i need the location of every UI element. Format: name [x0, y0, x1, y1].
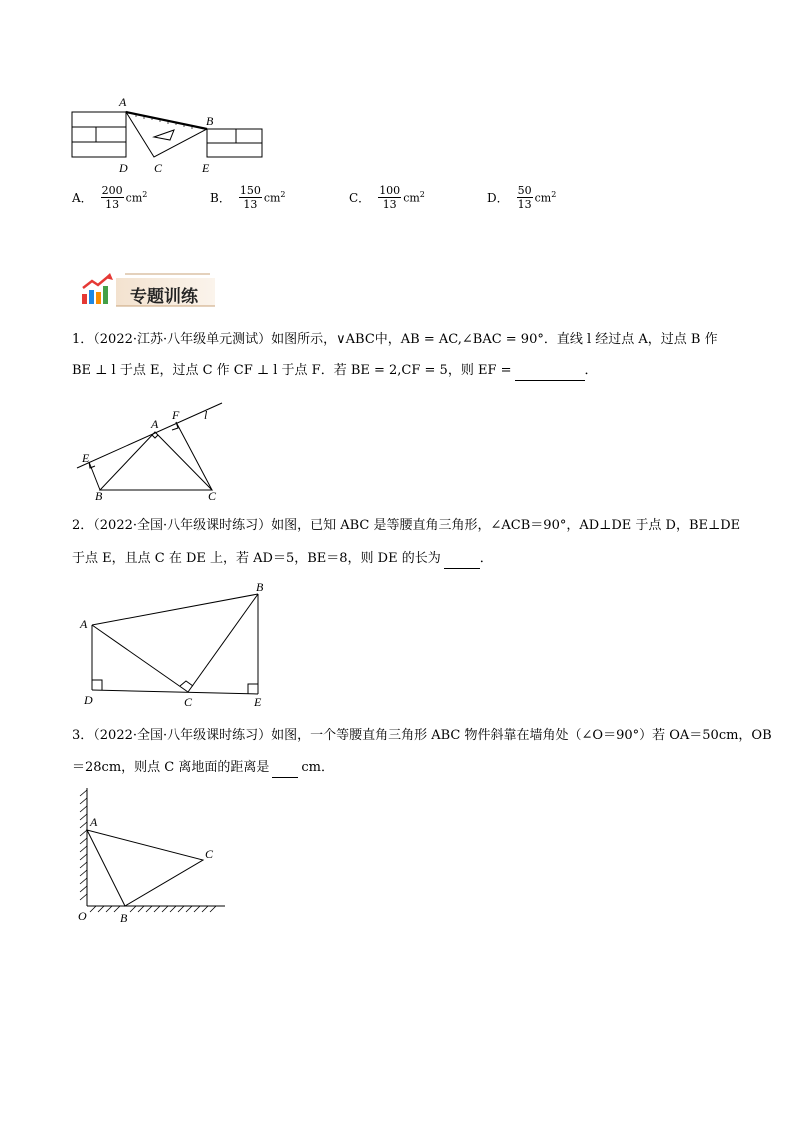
option-c-fraction: [378, 184, 401, 211]
left-wall: [72, 112, 126, 157]
q3-label-b: B: [120, 911, 128, 925]
q3-line2-end: cm．: [301, 760, 334, 775]
q1-line2: [72, 361, 598, 381]
q3-figure: [70, 786, 235, 926]
q1-figure: [72, 398, 232, 502]
option-c-num: 100: [379, 184, 401, 197]
option-d-fraction: [517, 184, 533, 211]
label-d: D: [119, 161, 128, 175]
option-d-exp: 2: [551, 190, 557, 200]
q1-answer-blank[interactable]: [515, 366, 585, 381]
option-b-num: 150: [239, 184, 261, 197]
option-a-letter: A．: [72, 191, 93, 205]
option-d-num: 50: [517, 184, 532, 197]
option-c-unit-text: cm: [403, 191, 420, 205]
line-l: [77, 403, 222, 468]
q3-label-c: C: [205, 847, 214, 861]
option-b-den: 13: [243, 198, 258, 211]
q1-line1: 1．（2022·江苏·八年级单元测试）如图所示，∨ABC中，AB = AC,∠BAC = 90°．直线 l 经过点 A，过点 B 作: [72, 332, 718, 347]
q2-label-b: B: [256, 580, 264, 594]
q3-line2-text: ＝28cm，则点 C 离地面的距离是: [72, 760, 270, 775]
q1-label-e: E: [82, 451, 90, 465]
q2-label-e: E: [254, 695, 262, 709]
option-c-exp: 2: [419, 190, 425, 200]
label-c: C: [154, 161, 163, 175]
q2-figure: [78, 580, 278, 710]
triangle-ruler: [126, 112, 207, 157]
option-b[interactable]: [210, 184, 286, 211]
option-c[interactable]: [349, 184, 425, 211]
option-d-unit: [535, 190, 557, 205]
triangle-abc: [87, 830, 203, 906]
chart-icon: [82, 273, 113, 304]
option-d-den: 13: [517, 198, 532, 211]
option-a-unit: [126, 190, 148, 205]
q1-label-f: F: [172, 408, 180, 422]
option-a-num: 200: [101, 184, 123, 197]
label-e: E: [202, 161, 210, 175]
q3-answer-blank[interactable]: [272, 763, 298, 778]
option-a-unit-text: cm: [125, 191, 143, 205]
q3-label-a: A: [90, 815, 98, 829]
option-a-exp: 2: [142, 190, 148, 200]
q2-line2-text: 于点 E，且点 C 在 DE 上，若 AD＝5，BE＝8，则 DE 的长为: [72, 551, 441, 566]
option-a-fraction: [101, 184, 124, 211]
q2-answer-blank[interactable]: [444, 554, 480, 569]
option-a[interactable]: [72, 184, 147, 211]
option-c-unit: [403, 190, 425, 205]
option-a-den: 13: [105, 198, 120, 211]
label-b: B: [206, 114, 214, 128]
top-figure: [66, 92, 271, 176]
q2-line1: 2．（2022·全国·八年级课时练习）如图，已知 ABC 是等腰直角三角形，∠ACB＝90°，AD⊥DE 于点 D，BE⊥DE: [72, 518, 741, 533]
option-b-unit-text: cm: [263, 191, 281, 205]
q2-label-a: A: [80, 617, 88, 631]
section-title: 专题训练: [130, 287, 198, 307]
option-d-letter: D．: [487, 191, 509, 205]
label-a: A: [119, 95, 127, 109]
triangle-abc: [100, 432, 212, 490]
q3-label-o: O: [78, 909, 87, 923]
option-c-den: 13: [382, 198, 397, 211]
q2-label-c: C: [184, 695, 193, 709]
option-d[interactable]: [487, 184, 556, 211]
option-b-unit: [264, 190, 286, 205]
q1-label-l: l: [204, 408, 208, 422]
q3-line1: 3．（2022·全国·八年级课时练习）如图，一个等腰直角三角形 ABC 物件斜靠在墙角处（∠O＝90°）若 OA＝50cm，OB: [72, 728, 772, 743]
option-c-letter: C．: [349, 191, 371, 205]
q2-line2-end: ．: [479, 551, 493, 566]
q3-line2: [72, 758, 334, 778]
option-b-exp: 2: [280, 190, 286, 200]
q2-label-d: D: [84, 693, 93, 707]
q1-label-a: A: [151, 417, 159, 431]
q1-label-b: B: [95, 489, 103, 502]
q1-line2-end: ．: [584, 363, 598, 378]
q2-line2: [72, 549, 493, 569]
option-b-fraction: [239, 184, 262, 211]
option-b-letter: B．: [210, 191, 231, 205]
q1-label-c: C: [208, 489, 217, 502]
option-d-unit-text: cm: [534, 191, 552, 205]
q1-line2-text: BE ⊥ l 于点 E，过点 C 作 CF ⊥ l 于点 F．若 BE = 2,CF = 5，则 EF =: [72, 363, 512, 378]
